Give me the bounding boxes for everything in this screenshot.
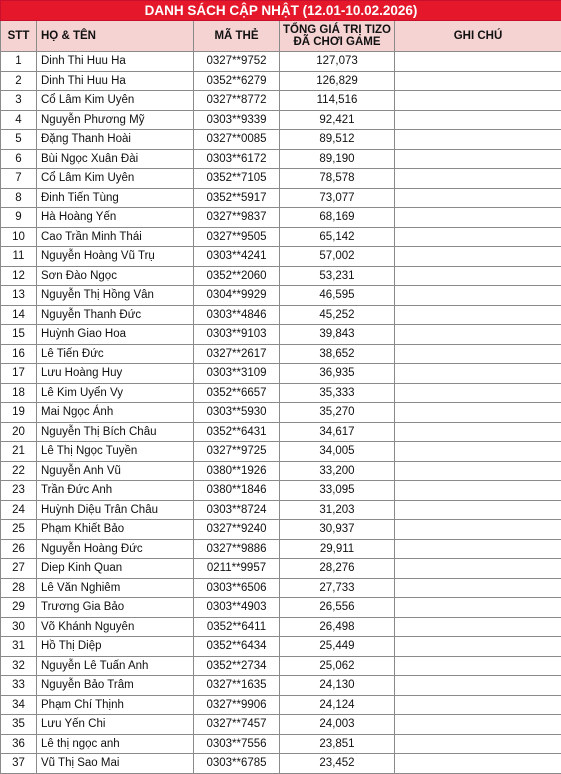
cell-name[interactable]: Cổ Lâm Kim Uyên: [37, 91, 194, 111]
table-row: [1, 676, 561, 696]
cell-stt[interactable]: 12: [1, 266, 37, 286]
cell-value[interactable]: 25,062: [280, 656, 395, 676]
cell-name[interactable]: Nguyễn Thị Bích Châu: [37, 422, 194, 442]
cell-value[interactable]: 25,449: [280, 637, 395, 657]
cell-stt[interactable]: 9: [1, 208, 37, 228]
cell-note[interactable]: [395, 598, 561, 618]
table-row: [1, 442, 561, 462]
cell-stt[interactable]: 8: [1, 188, 37, 208]
cell-value[interactable]: 36,935: [280, 364, 395, 384]
cell-note[interactable]: [395, 188, 561, 208]
cell-note[interactable]: [395, 344, 561, 364]
cell-value[interactable]: 24,130: [280, 676, 395, 696]
cell-stt[interactable]: 35: [1, 715, 37, 735]
cell-stt[interactable]: 17: [1, 364, 37, 384]
table-row: [1, 695, 561, 715]
cell-card[interactable]: 0327**9886: [194, 539, 280, 559]
cell-value[interactable]: 45,252: [280, 305, 395, 325]
cell-value[interactable]: 73,077: [280, 188, 395, 208]
table-row: [1, 344, 561, 364]
cell-stt[interactable]: 13: [1, 286, 37, 306]
cell-name[interactable]: Nguyễn Anh Vũ: [37, 461, 194, 481]
cell-name[interactable]: Huỳnh Giao Hoa: [37, 325, 194, 345]
cell-name[interactable]: Nguyễn Hoàng Đức: [37, 539, 194, 559]
cell-stt[interactable]: 21: [1, 442, 37, 462]
cell-stt[interactable]: 34: [1, 695, 37, 715]
cell-card[interactable]: 0327**9752: [194, 52, 280, 72]
cell-name[interactable]: Trương Gia Bảo: [37, 598, 194, 618]
cell-value[interactable]: 33,200: [280, 461, 395, 481]
cell-card[interactable]: 0327**0085: [194, 130, 280, 150]
cell-card[interactable]: 0380**1926: [194, 461, 280, 481]
cell-value[interactable]: 24,003: [280, 715, 395, 735]
cell-card[interactable]: 0380**1846: [194, 481, 280, 501]
table-row: [1, 383, 561, 403]
cell-note[interactable]: [395, 130, 561, 150]
cell-card[interactable]: 0327**9240: [194, 520, 280, 540]
cell-value[interactable]: 28,276: [280, 559, 395, 579]
cell-card[interactable]: 0303**8724: [194, 500, 280, 520]
table-row: [1, 227, 561, 247]
table-row: [1, 559, 561, 579]
header-note[interactable]: GHI CHÚ: [395, 21, 561, 52]
cell-card[interactable]: 0303**9339: [194, 110, 280, 130]
table-row: [1, 637, 561, 657]
cell-card[interactable]: 0303**4846: [194, 305, 280, 325]
cell-value[interactable]: 29,911: [280, 539, 395, 559]
cell-value[interactable]: 46,595: [280, 286, 395, 306]
header-name[interactable]: HỌ & TÊN: [37, 21, 194, 52]
cell-value[interactable]: 65,142: [280, 227, 395, 247]
cell-value[interactable]: 89,512: [280, 130, 395, 150]
cell-value[interactable]: 78,578: [280, 169, 395, 189]
header-card[interactable]: MÃ THẺ: [194, 21, 280, 52]
cell-value[interactable]: 30,937: [280, 520, 395, 540]
cell-name[interactable]: Lưu Yến Chi: [37, 715, 194, 735]
table-row: [1, 130, 561, 150]
table-row: [1, 188, 561, 208]
cell-name[interactable]: Cổ Lâm Kim Uyên: [37, 169, 194, 189]
cell-name[interactable]: Nguyễn Thị Hồng Vân: [37, 286, 194, 306]
cell-card[interactable]: 0352**6279: [194, 71, 280, 91]
cell-name[interactable]: Trần Đức Anh: [37, 481, 194, 501]
cell-name[interactable]: Nguyễn Phương Mỹ: [37, 110, 194, 130]
cell-card[interactable]: 0327**9837: [194, 208, 280, 228]
header-value-line2: ĐÃ CHƠI GAME: [280, 36, 394, 48]
cell-stt[interactable]: 37: [1, 754, 37, 774]
cell-value[interactable]: 33,095: [280, 481, 395, 501]
cell-stt[interactable]: 3: [1, 91, 37, 111]
cell-card[interactable]: 0352**7105: [194, 169, 280, 189]
cell-card[interactable]: 0327**2617: [194, 344, 280, 364]
cell-card[interactable]: 0303**7556: [194, 734, 280, 754]
cell-note[interactable]: [395, 208, 561, 228]
cell-stt[interactable]: 29: [1, 598, 37, 618]
cell-value[interactable]: 23,452: [280, 754, 395, 774]
cell-stt[interactable]: 31: [1, 637, 37, 657]
cell-value[interactable]: 34,617: [280, 422, 395, 442]
cell-value[interactable]: 27,733: [280, 578, 395, 598]
cell-value[interactable]: 31,203: [280, 500, 395, 520]
cell-stt[interactable]: 10: [1, 227, 37, 247]
cell-note[interactable]: [395, 247, 561, 267]
cell-note[interactable]: [395, 656, 561, 676]
cell-card[interactable]: 0303**6785: [194, 754, 280, 774]
cell-name[interactable]: Mai Ngọc Ánh: [37, 403, 194, 423]
cell-name[interactable]: Lê Thị Ngọc Tuyền: [37, 442, 194, 462]
cell-value[interactable]: 92,421: [280, 110, 395, 130]
cell-note[interactable]: [395, 286, 561, 306]
cell-note[interactable]: [395, 754, 561, 774]
table-row: [1, 149, 561, 169]
cell-name[interactable]: Nguyễn Hoàng Vũ Trụ: [37, 247, 194, 267]
cell-name[interactable]: Lê thị ngọc anh: [37, 734, 194, 754]
table-row: [1, 286, 561, 306]
cell-name[interactable]: Dinh Thi Huu Ha: [37, 52, 194, 72]
cell-note[interactable]: [395, 442, 561, 462]
cell-note[interactable]: [395, 110, 561, 130]
cell-note[interactable]: [395, 422, 561, 442]
table-row: [1, 208, 561, 228]
cell-stt[interactable]: 27: [1, 559, 37, 579]
cell-value[interactable]: 23,851: [280, 734, 395, 754]
cell-value[interactable]: 57,002: [280, 247, 395, 267]
table-row: [1, 734, 561, 754]
cell-value[interactable]: 26,498: [280, 617, 395, 637]
cell-note[interactable]: [395, 559, 561, 579]
cell-value[interactable]: 34,005: [280, 442, 395, 462]
table-row: [1, 539, 561, 559]
cell-name[interactable]: Hà Hoàng Yến: [37, 208, 194, 228]
table-row: [1, 598, 561, 618]
cell-card[interactable]: 0211**9957: [194, 559, 280, 579]
cell-name[interactable]: Phạm Khiết Bảo: [37, 520, 194, 540]
cell-stt[interactable]: 36: [1, 734, 37, 754]
cell-card[interactable]: 0303**4903: [194, 598, 280, 618]
table-row: [1, 754, 561, 774]
cell-value[interactable]: 68,169: [280, 208, 395, 228]
cell-note[interactable]: [395, 91, 561, 111]
cell-stt[interactable]: 19: [1, 403, 37, 423]
cell-card[interactable]: 0303**6172: [194, 149, 280, 169]
cell-card[interactable]: 0303**9103: [194, 325, 280, 345]
cell-stt[interactable]: 2: [1, 71, 37, 91]
cell-card[interactable]: 0327**9505: [194, 227, 280, 247]
cell-card[interactable]: 0352**6434: [194, 637, 280, 657]
cell-stt[interactable]: 18: [1, 383, 37, 403]
cell-stt[interactable]: 26: [1, 539, 37, 559]
cell-note[interactable]: [395, 500, 561, 520]
cell-name[interactable]: Huỳnh Diệu Trân Châu: [37, 500, 194, 520]
cell-name[interactable]: Lê Văn Nghiêm: [37, 578, 194, 598]
cell-card[interactable]: 0327**7457: [194, 715, 280, 735]
cell-card[interactable]: 0327**8772: [194, 91, 280, 111]
cell-name[interactable]: Diep Kinh Quan: [37, 559, 194, 579]
cell-stt[interactable]: 33: [1, 676, 37, 696]
table-row: [1, 500, 561, 520]
cell-value[interactable]: 114,516: [280, 91, 395, 111]
cell-stt[interactable]: 28: [1, 578, 37, 598]
cell-name[interactable]: Lưu Hoàng Huy: [37, 364, 194, 384]
table-row: [1, 91, 561, 111]
cell-name[interactable]: Dinh Thi Huu Ha: [37, 71, 194, 91]
cell-note[interactable]: [395, 734, 561, 754]
cell-stt[interactable]: 14: [1, 305, 37, 325]
cell-name[interactable]: Vũ Thị Sao Mai: [37, 754, 194, 774]
cell-stt[interactable]: 1: [1, 52, 37, 72]
cell-name[interactable]: Đặng Thanh Hoài: [37, 130, 194, 150]
cell-stt[interactable]: 32: [1, 656, 37, 676]
header-value[interactable]: [280, 21, 395, 52]
cell-value[interactable]: 38,652: [280, 344, 395, 364]
cell-name[interactable]: Võ Khánh Nguyên: [37, 617, 194, 637]
cell-note[interactable]: [395, 325, 561, 345]
cell-card[interactable]: 0352**2060: [194, 266, 280, 286]
table-row: [1, 617, 561, 637]
cell-stt[interactable]: 20: [1, 422, 37, 442]
cell-value[interactable]: 35,333: [280, 383, 395, 403]
cell-card[interactable]: 0304**9929: [194, 286, 280, 306]
cell-stt[interactable]: 23: [1, 481, 37, 501]
cell-stt[interactable]: 25: [1, 520, 37, 540]
table-row: [1, 422, 561, 442]
cell-card[interactable]: 0303**4241: [194, 247, 280, 267]
header-stt[interactable]: STT: [1, 21, 37, 52]
cell-note[interactable]: [395, 52, 561, 72]
cell-note[interactable]: [395, 637, 561, 657]
table-row: [1, 325, 561, 345]
cell-card[interactable]: 0303**5930: [194, 403, 280, 423]
cell-note[interactable]: [395, 520, 561, 540]
cell-note[interactable]: [395, 539, 561, 559]
cell-stt[interactable]: 4: [1, 110, 37, 130]
cell-card[interactable]: 0352**6411: [194, 617, 280, 637]
cell-note[interactable]: [395, 695, 561, 715]
cell-stt[interactable]: 7: [1, 169, 37, 189]
cell-note[interactable]: [395, 266, 561, 286]
cell-card[interactable]: 0327**9725: [194, 442, 280, 462]
cell-note[interactable]: [395, 403, 561, 423]
cell-name[interactable]: Hồ Thị Diệp: [37, 637, 194, 657]
cell-note[interactable]: [395, 227, 561, 247]
cell-note[interactable]: [395, 715, 561, 735]
cell-card[interactable]: 0303**6506: [194, 578, 280, 598]
cell-stt[interactable]: 16: [1, 344, 37, 364]
cell-note[interactable]: [395, 383, 561, 403]
table-row: [1, 656, 561, 676]
cell-card[interactable]: 0352**6431: [194, 422, 280, 442]
cell-name[interactable]: Lê Tiến Đức: [37, 344, 194, 364]
cell-stt[interactable]: 30: [1, 617, 37, 637]
table-row: [1, 403, 561, 423]
table-row: [1, 715, 561, 735]
table-row: [1, 364, 561, 384]
cell-name[interactable]: Bùi Ngọc Xuân Đài: [37, 149, 194, 169]
table-row: [1, 481, 561, 501]
header-value-line1: TỔNG GIÁ TRỊ TIZO: [280, 24, 394, 36]
cell-name[interactable]: Sơn Đào Ngọc: [37, 266, 194, 286]
cell-stt[interactable]: 15: [1, 325, 37, 345]
cell-note[interactable]: [395, 364, 561, 384]
cell-name[interactable]: Nguyễn Bảo Trâm: [37, 676, 194, 696]
cell-card[interactable]: 0327**1635: [194, 676, 280, 696]
table-row: [1, 461, 561, 481]
cell-stt[interactable]: 6: [1, 149, 37, 169]
cell-name[interactable]: Đinh Tiến Tùng: [37, 188, 194, 208]
cell-note[interactable]: [395, 71, 561, 91]
cell-note[interactable]: [395, 676, 561, 696]
cell-stt[interactable]: 5: [1, 130, 37, 150]
cell-note[interactable]: [395, 481, 561, 501]
table-row: [1, 266, 561, 286]
cell-value[interactable]: 35,270: [280, 403, 395, 423]
table-row: [1, 520, 561, 540]
cell-name[interactable]: Cao Trần Minh Thái: [37, 227, 194, 247]
table-row: [1, 71, 561, 91]
table-row: [1, 52, 561, 72]
cell-value[interactable]: 89,190: [280, 149, 395, 169]
cell-card[interactable]: 0352**6657: [194, 383, 280, 403]
cell-note[interactable]: [395, 305, 561, 325]
cell-stt[interactable]: 24: [1, 500, 37, 520]
cell-card[interactable]: 0303**3109: [194, 364, 280, 384]
cell-value[interactable]: 53,231: [280, 266, 395, 286]
cell-card[interactable]: 0352**2734: [194, 656, 280, 676]
cell-name[interactable]: Phạm Chí Thịnh: [37, 695, 194, 715]
cell-note[interactable]: [395, 149, 561, 169]
cell-note[interactable]: [395, 578, 561, 598]
table-row: [1, 305, 561, 325]
cell-name[interactable]: Lê Kim Uyển Vy: [37, 383, 194, 403]
cell-card[interactable]: 0327**9906: [194, 695, 280, 715]
table-row: [1, 578, 561, 598]
table-row: [1, 169, 561, 189]
cell-value[interactable]: 126,829: [280, 71, 395, 91]
table-row: [1, 247, 561, 267]
cell-value[interactable]: 127,073: [280, 52, 395, 72]
cell-name[interactable]: Nguyễn Thanh Đức: [37, 305, 194, 325]
cell-value[interactable]: 26,556: [280, 598, 395, 618]
cell-value[interactable]: 39,843: [280, 325, 395, 345]
cell-value[interactable]: 24,124: [280, 695, 395, 715]
cell-note[interactable]: [395, 617, 561, 637]
cell-note[interactable]: [395, 461, 561, 481]
table-row: [1, 110, 561, 130]
cell-stt[interactable]: 22: [1, 461, 37, 481]
cell-note[interactable]: [395, 169, 561, 189]
cell-name[interactable]: Nguyễn Lê Tuấn Anh: [37, 656, 194, 676]
sheet-title[interactable]: DANH SÁCH CẬP NHẬT (12.01-10.02.2026): [1, 1, 561, 21]
cell-stt[interactable]: 11: [1, 247, 37, 267]
cell-card[interactable]: 0352**5917: [194, 188, 280, 208]
